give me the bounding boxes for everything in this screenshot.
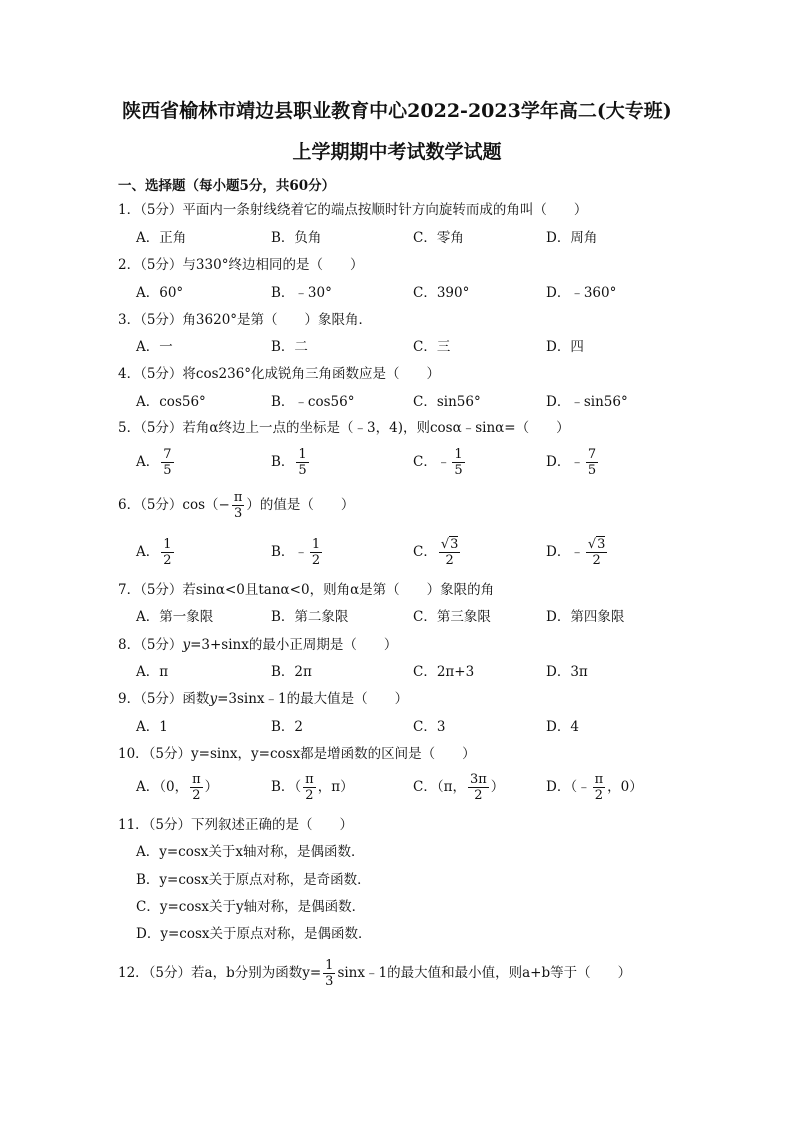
question-3-option-d: D．四 [546,339,584,355]
question-7-option-c: C．第三象限 [413,609,491,625]
question-10-option-a: A．（0， $\frac{\pi}{2}$ ） [136,772,219,803]
question-7-stem: 7．（5分）若sinα<0且tanα<0，则角α是第（ ）象限的角 [118,582,495,598]
question-2-option-c: C．390° [413,285,470,301]
question-2-option-d: D．﹣360° [546,285,617,301]
question-1-option-d: D．周角 [546,230,598,246]
fraction: $\frac{1}{5}$ [454,447,463,478]
fraction: $\frac{\pi}{2}$ [305,772,314,803]
question-11-stem: 11．（5分）下列叙述正确的是（ ） [118,817,354,833]
question-1-option-b: B．负角 [271,230,322,246]
fraction: $\frac{1}{3}$ [325,958,334,989]
page-subtitle: 上学期期中考试数学试题 [292,141,502,163]
question-7-option-a: A．第一象限 [136,609,214,625]
fraction: $\frac{3\pi}{2}$ [469,772,487,803]
question-4-option-c: C．sin56° [413,394,481,410]
question-6-option-c [413,537,462,568]
option-label: B． [271,454,295,470]
fraction: $\frac{√3}{2}$ [440,537,459,568]
question-7-option-d: D．第四象限 [546,609,625,625]
fraction: $\frac{\pi}{2}$ [192,772,201,803]
question-9-option-c: C．3 [413,719,446,735]
option-label: D．﹣ [546,454,584,470]
question-10-stem: 10．（5分）y=sinx，y=cosx都是增函数的区间是（ ） [118,746,476,762]
question-7-option-b: B．第二象限 [271,609,349,625]
question-2-option-a: A．60° [136,285,184,301]
question-4-option-d: D．﹣sin56° [546,394,628,410]
section-heading: 一、选择题（每小题5分，共60分） [118,178,336,194]
fraction: $\frac{\pi}{3}$ [233,490,243,521]
question-3-option-a: A．一 [136,339,173,355]
question-2-option-b: B．﹣30° [271,285,332,301]
question-9-option-a: A．1 [136,719,168,735]
question-4-option-b: B．﹣cos56° [271,394,355,410]
question-5-option-c [413,447,467,478]
question-1-stem: 1．（5分）平面内一条射线绕着它的端点按顺时针方向旋转而成的角叫（ ） [118,202,588,218]
question-6-option-b [271,537,324,568]
question-11-option-a: A．y=cosx关于x轴对称，是偶函数． [136,844,365,860]
fraction: $\frac{7}{5}$ [587,447,597,478]
option-label: C．﹣ [413,454,451,470]
fraction: $\frac{7}{5}$ [163,447,172,478]
question-3-option-c: C．三 [413,339,451,355]
question-9-option-d: D．4 [546,719,579,735]
sqrt-symbol: √3 [587,537,606,552]
question-5-option-d [546,447,600,478]
question-9-stem: 9．（5分）函数y=3sinx﹣1的最大值是（ ） [118,691,409,707]
question-2-stem: 2．（5分）与330°终边相同的是（ ） [118,257,364,273]
question-11-option-d: D．y=cosx关于原点对称，是偶函数． [136,926,372,942]
question-11-option-c: C．y=cosx关于y轴对称，是偶函数． [136,899,366,915]
question-8-option-a: A．π [136,664,169,680]
question-9-option-b: B．2 [271,719,304,735]
fraction: $\frac{1}{5}$ [298,447,307,478]
fraction: $\frac{\pi}{2}$ [594,772,604,803]
fraction: $\frac{1}{2}$ [311,537,321,568]
question-10-option-d: D．（﹣ $\frac{\pi}{2}$ ，0） [546,772,643,803]
question-1-option-c: C．零角 [413,230,464,246]
option-label: A． [136,454,160,470]
question-3-option-b: B．二 [271,339,308,355]
question-12-stem: 12．（5分）若a，b分别为函数y= $\frac{1}{3}$ sinx﹣1的最大值和最小值，则a+b等于（ ） [118,958,632,989]
option-label: A． [136,544,160,560]
page-title: 陕西省榆林市靖边县职业教育中心2022-2023学年高二(大专班) [122,100,672,122]
question-6-stem: 6．（5分）cos（− $\frac{\pi}{3}$ ）的值是（ ） [118,490,355,521]
question-8-stem: 8．（5分）y=3+sinx的最小正周期是（ ） [118,637,398,653]
question-4-stem: 4．（5分）将cos236°化成锐角三角函数应是（ ） [118,366,441,382]
question-10-option-c: C．（π， $\frac{3\pi}{2}$ ） [413,772,505,803]
question-10-option-b: B．（ $\frac{\pi}{2}$ ，π） [271,772,354,803]
option-label: D．﹣ [546,544,584,560]
option-label: C． [413,544,437,560]
question-3-stem: 3．（5分）角3620°是第（ ）象限角． [118,312,373,328]
question-11-option-b: B．y=cosx关于原点对称，是奇函数． [136,872,371,888]
question-5-stem: 5．（5分）若角α终边上一点的坐标是（﹣3，4)，则cosα﹣sinα=（ ） [118,420,570,436]
question-8-option-b: B．2π [271,664,312,680]
fraction: $\frac{√3}{2}$ [587,537,606,568]
question-5-option-b [271,447,311,478]
question-8-option-c: C．2π+3 [413,664,475,680]
question-8-option-d: D．3π [546,664,588,680]
question-4-option-a: A．cos56° [136,394,206,410]
question-5-option-a [136,447,176,478]
sqrt-symbol: √3 [440,537,459,552]
question-1-option-a: A．正角 [136,230,187,246]
question-6-option-a [136,537,176,568]
option-label: B．﹣ [271,544,308,560]
question-6-option-d [546,537,609,568]
fraction: $\frac{1}{2}$ [163,537,172,568]
